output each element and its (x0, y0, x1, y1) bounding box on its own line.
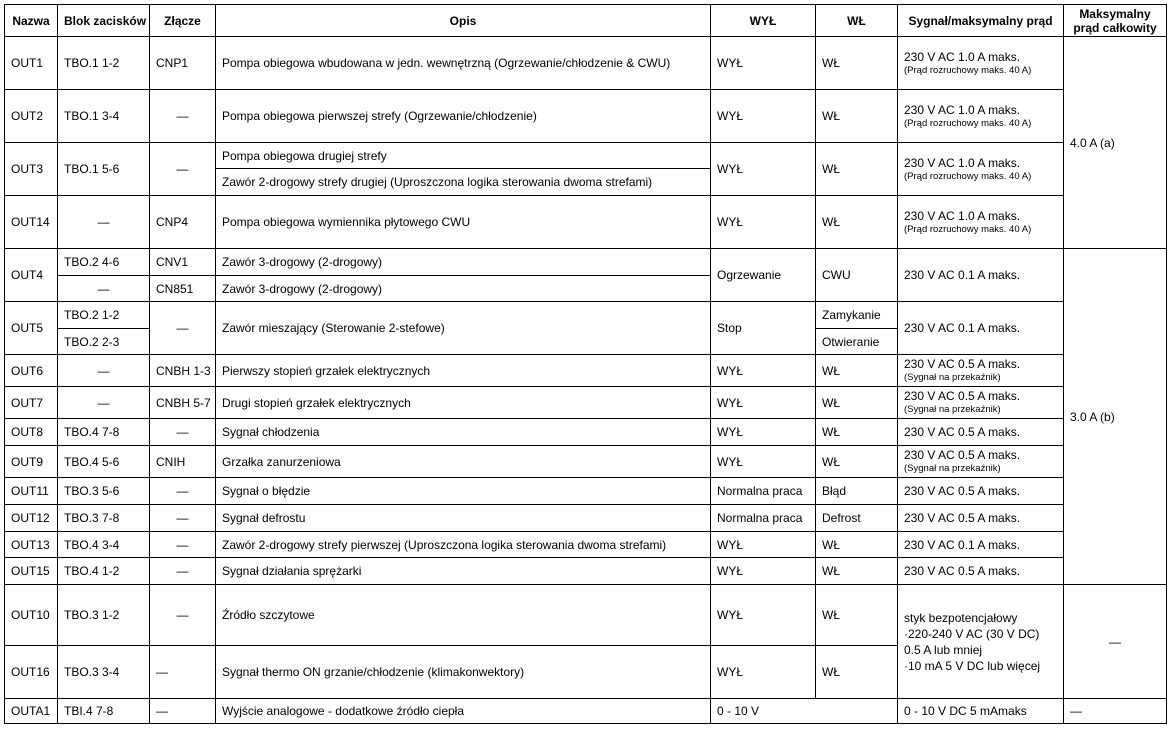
cell-on: WŁ (816, 90, 898, 143)
cell-connector: CNBH 5-7 (150, 387, 216, 419)
cell-on: WŁ (816, 196, 898, 249)
cell-connector: — (150, 478, 216, 505)
col-header-description: Opis (216, 5, 711, 37)
cell-block: TBO.3 5-6 (58, 478, 150, 505)
cell-total-current: 3.0 A (b) (1064, 249, 1167, 585)
signal-main: 230 V AC 0.5 A maks. (904, 389, 1021, 403)
cell-off: WYŁ (711, 532, 816, 558)
cell-off: Normalna praca (711, 505, 816, 532)
cell-signal (898, 355, 1064, 387)
table-row (5, 505, 1167, 532)
col-header-name: Nazwa (5, 5, 58, 37)
cell-block: TBO.2 1-2 (58, 302, 150, 329)
table-row (5, 249, 1167, 276)
signal-main: 230 V AC 0.5 A maks. (904, 357, 1021, 371)
cell-off: Stop (711, 302, 816, 355)
cell-on: Zamykanie (816, 302, 898, 329)
cell-block: — (58, 276, 150, 302)
dry-contact-line: ·10 mA 5 V DC lub więcej (904, 658, 1041, 673)
cell-signal (898, 37, 1064, 90)
table-row (5, 90, 1167, 143)
cell-on: Błąd (816, 478, 898, 505)
cell-block: TBI.4 7-8 (58, 699, 150, 724)
dry-contact-line: 0.5 A lub mniej (904, 642, 983, 657)
cell-off: WYŁ (711, 585, 816, 646)
cell-signal: 230 V AC 0.5 A maks. (898, 419, 1064, 446)
cell-connector: — (150, 505, 216, 532)
signal-main: 230 V AC 1.0 A maks. (904, 155, 1021, 170)
signal-note: (Prąd rozruchowy maks. 40 A) (904, 223, 1032, 235)
col-header-connector: Złącze (150, 5, 216, 37)
col-header-off: WYŁ (711, 5, 816, 37)
cell-block: — (58, 196, 150, 249)
cell-off: WYŁ (711, 558, 816, 585)
cell-connector: CNP4 (150, 196, 216, 249)
cell-connector: — (150, 302, 216, 355)
cell-off: WYŁ (711, 355, 816, 387)
cell-name: OUT13 (5, 532, 58, 558)
cell-connector: — (150, 699, 216, 724)
cell-connector: — (150, 646, 216, 699)
cell-block: TBO.4 5-6 (58, 446, 150, 478)
signal-note: (Prąd rozruchowy maks. 40 A) (904, 64, 1032, 76)
cell-name: OUT15 (5, 558, 58, 585)
cell-connector: — (150, 419, 216, 446)
signal-main: 230 V AC 0.5 A maks. (904, 448, 1021, 462)
cell-signal: 230 V AC 0.5 A maks. (898, 478, 1064, 505)
cell-signal: 230 V AC 0.5 A maks. (898, 558, 1064, 585)
cell-name: OUT5 (5, 302, 58, 355)
cell-off: WYŁ (711, 37, 816, 90)
cell-signal: 230 V AC 0.1 A maks. (898, 532, 1064, 558)
cell-off: WYŁ (711, 387, 816, 419)
cell-connector: — (150, 90, 216, 143)
table-row (5, 387, 1167, 419)
cell-on: WŁ (816, 419, 898, 446)
cell-name: OUT12 (5, 505, 58, 532)
cell-off: WYŁ (711, 446, 816, 478)
cell-name: OUT7 (5, 387, 58, 419)
cell-signal: 230 V AC 0.5 A maks. (898, 505, 1064, 532)
cell-on: Defrost (816, 505, 898, 532)
cell-description: Pompa obiegowa wbudowana w jedn. wewnętrzną (Ogrzewanie/chłodzenie & CWU) (216, 37, 711, 90)
cell-description: Sygnał thermo ON grzanie/chłodzenie (klimakonwektory) (216, 646, 711, 699)
cell-signal-dry-contact (898, 585, 1064, 699)
cell-name: OUT14 (5, 196, 58, 249)
dry-contact-line: ·220-240 V AC (30 V DC) (904, 626, 1040, 641)
cell-on: WŁ (816, 446, 898, 478)
cell-description: Zawór mieszający (Sterowanie 2-stefowe) (216, 302, 711, 355)
cell-on: WŁ (816, 37, 898, 90)
signal-note: (Sygnał na przekaźnik) (904, 404, 1001, 415)
table-row (5, 302, 1167, 329)
cell-off: WYŁ (711, 90, 816, 143)
cell-block: TBO.1 1-2 (58, 37, 150, 90)
cell-signal: 0 - 10 V DC 5 mAmaks (898, 699, 1064, 724)
table-row (5, 196, 1167, 249)
cell-name: OUT2 (5, 90, 58, 143)
cell-description: Pierwszy stopień grzałek elektrycznych (216, 355, 711, 387)
cell-name: OUT6 (5, 355, 58, 387)
cell-signal (898, 446, 1064, 478)
cell-connector: CNV1 (150, 249, 216, 276)
signal-main: 230 V AC 1.0 A maks. (904, 49, 1021, 64)
col-header-on: WŁ (816, 5, 898, 37)
cell-connector: CNIH (150, 446, 216, 478)
signal-note: (Prąd rozruchowy maks. 40 A) (904, 170, 1032, 182)
table-row (5, 585, 1167, 646)
cell-connector: — (150, 585, 216, 646)
cell-block: TBO.3 1-2 (58, 585, 150, 646)
cell-name: OUTA1 (5, 699, 58, 724)
cell-total-current: 4.0 A (a) (1064, 37, 1167, 249)
cell-on: WŁ (816, 143, 898, 196)
cell-description: Pompa obiegowa pierwszej strefy (Ogrzewanie/chłodzenie) (216, 90, 711, 143)
cell-total-current: — (1064, 699, 1167, 724)
table-row (5, 478, 1167, 505)
col-header-signal: Sygnał/maksymalny prąd (898, 5, 1064, 37)
table-row (5, 419, 1167, 446)
cell-connector: CN851 (150, 276, 216, 302)
cell-signal (898, 90, 1064, 143)
signal-note: (Sygnał na przekaźnik) (904, 463, 1001, 474)
cell-off-on: 0 - 10 V (711, 699, 898, 724)
cell-connector: CNBH 1-3 (150, 355, 216, 387)
cell-description: Grzałka zanurzeniowa (216, 446, 711, 478)
cell-description: Zawór 2-drogowy strefy drugiej (Uproszczona logika sterowania dwoma strefami) (216, 169, 711, 196)
cell-name: OUT10 (5, 585, 58, 646)
col-header-terminal-block: Blok zacisków (58, 5, 150, 37)
table-row (5, 532, 1167, 558)
table-row (5, 699, 1167, 724)
signal-main: 230 V AC 1.0 A maks. (904, 208, 1021, 223)
cell-name: OUT3 (5, 143, 58, 196)
cell-description: Wyjście analogowe - dodatkowe źródło ciepła (216, 699, 711, 724)
col-header-total-current: Maksymalny prąd całkowity (1064, 5, 1167, 37)
table-row (5, 143, 1167, 169)
cell-block: TBO.2 2-3 (58, 329, 150, 355)
cell-description: Pompa obiegowa drugiej strefy (216, 143, 711, 169)
cell-signal: 230 V AC 0.1 A maks. (898, 249, 1064, 302)
cell-connector: — (150, 532, 216, 558)
cell-description: Źródło szczytowe (216, 585, 711, 646)
cell-name: OUT11 (5, 478, 58, 505)
table-row (5, 355, 1167, 387)
cell-connector: — (150, 558, 216, 585)
cell-name: OUT1 (5, 37, 58, 90)
cell-block: — (58, 387, 150, 419)
cell-on: WŁ (816, 532, 898, 558)
cell-description: Sygnał defrostu (216, 505, 711, 532)
header-row (5, 5, 1167, 37)
signal-note: (Sygnał na przekaźnik) (904, 372, 1001, 383)
cell-description: Pompa obiegowa wymiennika płytowego CWU (216, 196, 711, 249)
outputs-table (4, 4, 1167, 724)
cell-connector: CNP1 (150, 37, 216, 90)
cell-block: TBO.1 3-4 (58, 90, 150, 143)
cell-on: WŁ (816, 387, 898, 419)
cell-description: Zawór 3-drogowy (2-drogowy) (216, 276, 711, 302)
table-row (5, 446, 1167, 478)
cell-description: Zawór 2-drogowy strefy pierwszej (Uproszczona logika sterowania dwoma strefami) (216, 532, 711, 558)
cell-on: WŁ (816, 646, 898, 699)
cell-name: OUT9 (5, 446, 58, 478)
dry-contact-line: styk bezpotencjałowy (904, 610, 1018, 625)
cell-signal (898, 143, 1064, 196)
cell-block: TBO.3 7-8 (58, 505, 150, 532)
cell-off: Normalna praca (711, 478, 816, 505)
cell-off: WYŁ (711, 646, 816, 699)
cell-total-current: — (1064, 585, 1167, 699)
cell-description: Zawór 3-drogowy (2-drogowy) (216, 249, 711, 276)
signal-main: 230 V AC 1.0 A maks. (904, 102, 1021, 117)
signal-note: (Prąd rozruchowy maks. 40 A) (904, 117, 1032, 129)
cell-connector: — (150, 143, 216, 196)
cell-on: WŁ (816, 585, 898, 646)
cell-block: — (58, 355, 150, 387)
cell-on: Otwieranie (816, 329, 898, 355)
cell-block: TBO.2 4-6 (58, 249, 150, 276)
cell-on: CWU (816, 249, 898, 302)
cell-description: Sygnał działania sprężarki (216, 558, 711, 585)
cell-signal (898, 196, 1064, 249)
table-row (5, 558, 1167, 585)
cell-on: WŁ (816, 558, 898, 585)
cell-name: OUT4 (5, 249, 58, 302)
cell-off: WYŁ (711, 196, 816, 249)
cell-description: Sygnał o błędzie (216, 478, 711, 505)
cell-on: WŁ (816, 355, 898, 387)
cell-block: TBO.3 3-4 (58, 646, 150, 699)
cell-off: WYŁ (711, 143, 816, 196)
cell-off: Ogrzewanie (711, 249, 816, 302)
cell-description: Sygnał chłodzenia (216, 419, 711, 446)
cell-block: TBO.4 3-4 (58, 532, 150, 558)
cell-description: Drugi stopień grzałek elektrycznych (216, 387, 711, 419)
cell-off: WYŁ (711, 419, 816, 446)
cell-signal (898, 387, 1064, 419)
cell-signal: 230 V AC 0.1 A maks. (898, 302, 1064, 355)
cell-block: TBO.4 1-2 (58, 558, 150, 585)
cell-block: TBO.1 5-6 (58, 143, 150, 196)
cell-name: OUT8 (5, 419, 58, 446)
table-row (5, 37, 1167, 90)
cell-name: OUT16 (5, 646, 58, 699)
cell-block: TBO.4 7-8 (58, 419, 150, 446)
